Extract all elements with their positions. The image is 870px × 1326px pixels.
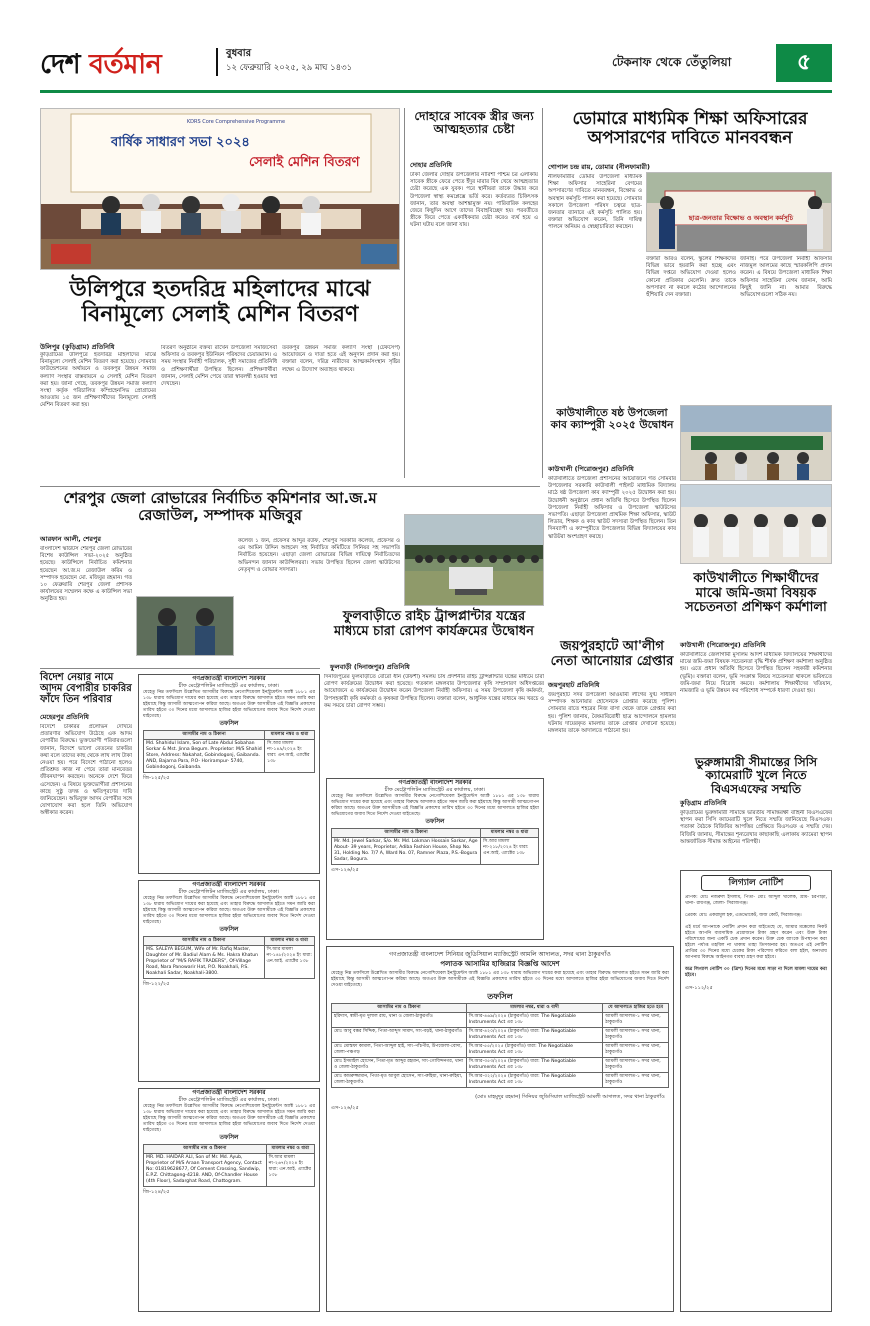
legal-notice-sender: প্রেরক: মোঃ একরামুল হক, এডভোকেট, জজ কোর্ট, সিরাজগঞ্জ। — [685, 913, 802, 918]
ad-body: যেহেতু নিম্ন তফসিলে উল্লেখিত আসামীর বিরুদ্ধে নেগোশিয়েবল ইনস্ট্রুমেন্টস অ্যাক্ট ১৮৮১ এর ১৩৮ ধারায় অভিযোগ দায়ের করা হয়েছে এবং তাহার বিরুদ্ধে আদালত হইতে সমন জারি করা হইয়াছে কিন্তু আসামী আত্মগোপন করিয়া আছে। অতএব উক্ত আসামীকে এই বিজ্ঞপ্তি প্রকাশের তারিখ হইতে ৩০ দিনের মধ্যে আদালতে হাজির হইয়া অভিযোগের জবাব দিতে নির্দেশ দেওয়া যাইতেছে। — [143, 896, 315, 925]
warrant-cell-accused: মোঃ মোস্তফা কামাল, পিতা-আব্দুল হাই, সাং-পাঁচপীর, উপজেলা-বোদা, জেলা-পঞ্চগড় — [332, 1043, 467, 1058]
page-number-badge: ৫ — [776, 44, 832, 82]
court-notice-ad-2 — [138, 880, 320, 1082]
sewing-ceremony-photo — [40, 108, 400, 270]
ad-code: জি-১২৪/২৫ — [143, 1189, 170, 1195]
warrant-col-court: যে আদালতে হাজির হতে হবে — [603, 1004, 669, 1013]
byline-rover: আরফান আলী, শেরপুর — [40, 535, 101, 543]
column-rule — [542, 108, 543, 478]
newspaper-logo[interactable] — [40, 44, 161, 89]
section-rule — [40, 486, 540, 487]
warrant-signature: (মোঃ মাহমুদুর রহমান) সিনিয়র জুডিসিয়াল ম্যাজিস্ট্রেট আমলী আদালত, সদর থানা ঠাকুরগাঁও — [475, 1094, 665, 1100]
warrant-cell-case: সি.আর-৪৬৯/২০২৪ (ঠাকুরগাঁও) ধারা: The Negotiable Instruments Act এর ১৩৮ — [466, 1013, 603, 1028]
ad-accused: Mr. Md. Jewel Sarkar, S/o. Mr. Md. Lokman Hossain Sarkar, Age About- 39 years, Proprietor, Adiba Fashion House, Shop No. 31, Holding No. 7/7 A, Ward No. 07, Ramner Plaza, P.S.-Bogura Sadar, Bogura. — [332, 838, 481, 865]
legal-notice-body: এই মর্মে আপনাকে নোটিশ প্রদান করা যাইতেছে যে, আমার মক্কেলের নিকট হইতে আপনি ব্যবসায়িক প্রয়োজনে টাকা গ্রহণ করেন এবং উক্ত টাকা পরিশোধের জন্য একটি চেক প্রদান করেন। উক্ত চেক ব্যাংকে উপস্থাপন করা হইলে পর্যাপ্ত তহবিল না থাকায় তাহা ডিসঅনার হয়। অতএব এই নোটিশ প্রাপ্তির ৩০ দিনের মধ্যে চেকের টাকা পরিশোধ করিতে বলা হইল, অন্যথায় আপনার বিরুদ্ধে আইনগত ব্যবস্থা গ্রহণ করা হইবে। — [685, 925, 827, 960]
warrant-cell-case: সি.আর-৩২২/২০২৪ (ঠাকুরগাঁও) ধারা: The Negotiable Instruments Act এর ১৩৮ — [466, 1073, 603, 1088]
byline-dohar: দোহার প্রতিনিধি — [410, 161, 452, 169]
section-rule — [40, 668, 320, 669]
byline-bsf: কুড়িগ্রাম প্রতিনিধি — [680, 799, 727, 807]
warrant-notice-ad — [326, 946, 674, 1312]
ad-case: সি.আর মামলা নং-১৪৯/২০২৪ ইং ধারা: এন.আই. এ্যাক্টের ১৩৮ — [265, 740, 315, 773]
headline-dohar[interactable]: দোহারে সাবেক স্ত্রীর জন্য আত্মহত্যার চেষ্টা — [414, 109, 534, 137]
story-sewing-col3: তবকপুর উন্নয়ন সমাজ কল্যাণ সংস্থা (টেকসেপ) আয়োজনে ও দাতা হতে এই অনুদান প্রদান করা হয়। বক্তারা বলেন, দরিদ্র নারীদের আত্মকর্মসংস্থান সৃষ্টির লক্ষ্যে এ উদ্যোগ অব্যাহত থাকবে। — [282, 345, 400, 373]
transplanter-photo — [404, 514, 544, 606]
legal-notice-title: লিগ্যাল নোটিশ — [701, 875, 811, 891]
banner-line-1: KDRS Core Comprehensive Programme — [186, 119, 286, 125]
warrant-col-case: মামলার নম্বর, ধারা ও বাদী — [466, 1004, 603, 1013]
ad-col-accused: আসামীর নাম ও ঠিকানা — [332, 829, 481, 838]
story-transplanter-body: দিনাজপুরের ফুলবাড়ীতে বোরো ধান (উফশী) সমলয় চাষ প্রদর্শনীর রাইচ ট্রান্সপ্লান্টার যন্ত্রের মাধ্যমে চারা রোপণ কার্যক্রমের উদ্বোধন করা হয়েছে। গতকাল মঙ্গলবার উপজেলার কৃষি সম্প্রসারণ অধিদপ্তরের আয়োজনে এ কার্যক্রমের উদ্বোধন করেন উপজেলা নির্বাহী অফিসার। এ সময় উপজেলা কৃষি কর্মকর্তা, উপসহকারী কৃষি কর্মকর্তা ও কৃষকরা উপস্থিত ছিলেন। বক্তারা বলেন, আধুনিক যন্ত্রের মাধ্যমে কম খরচে ও কম সময়ে চারা রোপণ সম্ভব। — [324, 674, 544, 709]
warrant-cell-accused: মোঃ ইসমাইল হোসেন, পিতা-মৃত আব্দুর রহমান, সাং-গোবিন্দনগর, থানা ও জেলা-ঠাকুরগাঁও — [332, 1058, 467, 1073]
ad-accused: MR. MD. HAIDAR ALI, Son of Mr. Md. Ayub, Proprietor of M/S Araan Transport Agency, Contact No: 01819628677, Of Cement Crossing, Sandwip, E.P.Z. Chittagong-4218. AND, Of-Chandler House (4th Floor), Sadarghat Road, Chattogram. — [144, 1154, 267, 1187]
headline-abroad[interactable]: বিদেশ নেয়ার নামে আদম বেপারীর চাকরির ফাঁদে তিন পরিবার — [40, 672, 132, 706]
ad-body: যেহেতু নিম্ন তফসিলে উল্লেখিত আসামীর বিরুদ্ধে নেগোশিয়েবল ইনস্ট্রুমেন্টস অ্যাক্ট ১৮৮১ এর ১৩৮ ধারায় অভিযোগ দায়ের করা হয়েছে এবং তাহার বিরুদ্ধে আদালত হইতে সমন জারি করা হইয়াছে কিন্তু আসামী আত্মগোপন করিয়া আছে। অতএব উক্ত আসামীকে এই বিজ্ঞপ্তি প্রকাশের তারিখ হইতে ৩০ দিনের মধ্যে আদালতে হাজির হইয়া অভিযোগের জবাব দিতে নির্দেশ দেওয়া যাইতেছে। — [143, 1104, 315, 1133]
ad-table-title: তফসিল — [219, 926, 239, 933]
ad-case: সি.আর মামলা নং-২১৮/২০২৪ ইং ধারা: এন.আই. এ্যাক্টের ১৩৮ — [481, 838, 539, 865]
table-row — [332, 1028, 669, 1043]
ad-col-case: মামলার নম্বর ও ধারা — [266, 1145, 314, 1154]
ad-table-title: তফসিল — [219, 1134, 239, 1141]
ad-table-title: তফসিল — [219, 720, 239, 727]
ad-gov-header: গণপ্রজাতন্ত্রী বাংলাদেশ সরকার — [398, 779, 472, 786]
ad-body: যেহেতু নিম্ন তফসিলে উল্লেখিত আসামীর বিরুদ্ধে নেগোশিয়েবল ইনস্ট্রুমেন্টস অ্যাক্ট ১৮৮১ এর ১৩৮ ধারায় অভিযোগ দায়ের করা হয়েছে এবং তাহার বিরুদ্ধে আদালত হইতে সমন জারি করা হইয়াছে কিন্তু আসামী আত্মগোপন করিয়া আছে। অতএব উক্ত আসামীকে এই বিজ্ঞপ্তি প্রকাশের তারিখ হইতে ৩০ দিনের মধ্যে আদালতে হাজির হইয়া অভিযোগের জবাব দিতে নির্দেশ দেওয়া যাইতেছে। — [143, 690, 315, 719]
headline-jaipurhat[interactable]: জয়পুরহাটে আ'লীগ নেতা আনোয়ার গ্রেপ্তার — [550, 639, 674, 669]
ad-col-accused: আসামীর নাম ও ঠিকানা — [144, 731, 265, 740]
warrant-court: গণপ্রজাতন্ত্রী বাংলাদেশ সিনিয়র জুডিসিয়াল ম্যাজিস্ট্রেট আমলি আদালত, সদর থানা ঠাকুরগাঁও — [389, 951, 611, 958]
ad-code: জি-১২৫/২৫ — [143, 775, 170, 781]
ad-court: চীফ মেট্রোপলিটন ম্যাজিস্ট্রেট এর কার্যালয়, ঢাকা। — [384, 787, 486, 793]
ad-court: চীফ মেট্রোপলিটন ম্যাজিস্ট্রেট এর কার্যালয়, ঢাকা। — [178, 1097, 280, 1103]
story-domar-col2: বক্তারা আরও বলেন, স্কুলের শিক্ষকদের বিভিন্ন ভাবে হয়রানি করা হচ্ছে এবং বিভিন্ন দপ্তরে অভিযোগ দেওয়া হলেও কোনো প্রতিকার মেলেনি। দ্রুত তাকে অপসারণ না করলে কঠোর আন্দোলনের হুঁশিয়ারি দেন বক্তারা। — [646, 256, 736, 299]
byline-domar: গোপাল চন্দ্র রায়, ডোমার (নীলফামারী) — [548, 163, 650, 171]
ad-col-accused: আসামীর নাম ও ঠিকানা — [144, 937, 265, 946]
warrant-cell-accused: মোঃ কামরুজ্জামান, পিতা-মৃত আবুল হোসেন, সাং-রুহিয়া, থানা-রুহিয়া, জেলা-ঠাকুরগাঁও — [332, 1073, 467, 1088]
legal-notice-recipient: প্রাপক: মোঃ নজরুল ইসলাম, পিতা- মোঃ আব্দুল খালেক, গ্রাম- চরপাড়া, থানা- রায়গঞ্জ, জেলা- সিরাজগঞ্জ। — [685, 895, 827, 906]
court-notice-ad-3 — [138, 1088, 320, 1312]
ad-case: সি.আর মামলা নং-১৪৮/২০২৪ ইং ধারা: এন.আই. এ্যাক্টের ১৩৮ — [264, 946, 314, 979]
ad-col-case: মামলার নম্বর ও ধারা — [264, 937, 314, 946]
masthead — [0, 0, 870, 98]
warrant-cell-case: সি.আর-৫৫/২০২৫ (ঠাকুরগাঁও) ধারা: The Negotiable Instruments Act এর ১৩৮ — [466, 1043, 603, 1058]
ad-table — [331, 828, 539, 865]
warrant-cell-case: সি.আর-৪২০/২০২৪ (ঠাকুরগাঁও) ধারা: The Negotiable Instruments Act এর ১৩৮ — [466, 1028, 603, 1043]
headline-scout[interactable]: কাউখালীতে ষষ্ঠ উপজেলা কাব ক্যাম্পুরী ২০২৫ উদ্বোধন — [550, 407, 674, 431]
ad-code: জি-১২২/২৫ — [143, 981, 170, 987]
story-abroad-body: বিদেশে চাকরির প্রলোভন দেখিয়ে প্রতারণার অভিযোগ উঠেছে এক আদম বেপারীর বিরুদ্ধে। ভুক্তভোগী পরিবারগুলো জানান, বিদেশে ভালো বেতনের চাকরির কথা বলে তাদের কাছ থেকে লাখ লাখ টাকা নেওয়া হয়। পরে বিদেশে পাঠানো হলেও প্রতিশ্রুত কাজ না পেয়ে তারা মানবেতর জীবনযাপন করছেন। অনেকে দেশে ফিরে এসেছেন। এ বিষয়ে ভুক্তভোগীরা প্রশাসনের কাছে সুষ্ঠু তদন্ত ও ক্ষতিপূরণের দাবি জানিয়েছেন। অভিযুক্ত আদম বেপারীর সঙ্গে যোগাযোগ করা হলে তিনি অভিযোগ অস্বীকার করেন। — [40, 724, 132, 817]
land-workshop-photo — [680, 484, 832, 564]
table-row — [332, 1058, 669, 1073]
legal-notice-ad — [680, 870, 832, 1312]
ad-col-accused: আসামীর নাম ও ঠিকানা — [144, 1145, 267, 1154]
banner-line-3: সেলাই মেশিন বিতরণ — [249, 155, 360, 170]
ad-accused: MS. SALEYA BEGUM, Wife of Mr. Rafiq Master, Daughter of Mr. Badiul Alam & Ms. Hakra Khatun Proprietor of "M/S RAFIK TRADERS", Of-Village Road, Nara Panowarir Hat, P.O. Noakhali, P.S. Noakhali Sadar, Noakhali-3800. — [144, 946, 265, 979]
ad-table — [143, 1144, 315, 1187]
ad-col-case: মামলার নম্বর ও ধারা — [481, 829, 539, 838]
byline-transplanter: ফুলবাড়ী (দিনাজপুর) প্রতিনিধি — [330, 663, 410, 671]
story-jaipurhat-body: জয়পুরহাট সদর উপজেলা আওয়ামী লীগের যুগ্ম সাধারণ সম্পাদক আনোয়ার হোসেনকে গ্রেপ্তার করেছে পুলিশ। সোমবার রাতে শহরের নিজ বাসা থেকে তাকে গ্রেপ্তার করা হয়। পুলিশ জানায়, বৈষম্যবিরোধী ছাত্র আন্দোলনে হামলার ঘটনায় দায়েরকৃত মামলায় তাকে গ্রেপ্তার দেখানো হয়েছে। মঙ্গলবার তাকে আদালতে পাঠানো হয়। — [548, 692, 676, 735]
warrant-cell-court: আমলী আদালত-১ সদর থানা, ঠাকুরগাঁও — [603, 1043, 669, 1058]
masthead-rule — [40, 90, 832, 93]
byline-land: কাউখালী (পিরোজপুর) প্রতিনিধি — [680, 641, 766, 649]
headline-land[interactable]: কাউখালীতে শিক্ষার্থীদের মাঝে জমি-জমা বিষয়ক সচেতনতা প্রশিক্ষণ কর্মশালা — [685, 571, 827, 616]
ad-gov-header: গণপ্রজাতন্ত্রী বাংলাদেশ সরকার — [192, 675, 266, 682]
story-dohar-body: ঢাকা জেলার দোহার উপজেলার নারিশা পশ্চিম চর এলাকায় সাবেক স্ত্রীকে ফেরে পেতে ইঁদুর মারার বিষ খেয়ে আত্মহত্যার চেষ্টা করেছে এক যুবক। পরে স্থানীয়রা তাকে উদ্ধার করে উপজেলা স্বাস্থ্য কমপ্লেক্সে ভর্তি করে। কর্তব্যরত চিকিৎসক জানান, তার অবস্থা আশঙ্কামুক্ত নয়। পারিবারিক কলহের জেরে কিছুদিন আগে তাদের বিবাহবিচ্ছেদ হয়। পরবর্তীতে স্ত্রীকে ফিরে পেতে একাধিকবার চেষ্টা করেও ব্যর্থ হয়ে এ ঘটনা ঘটায় বলে জানা যায়। — [410, 172, 538, 229]
story-scout-body: কাউখালীতে উপজেলা প্রশাসনের আয়োজনে গত সোমবার উপজেলার সরকারি কাউখালী পাইলট মাধ্যমিক বিদ্যালয় মাঠে ষষ্ঠ উপজেলা কাব ক্যাম্পুরী ২০২৫ উদ্বোধন করা হয়। উদ্বোধনী অনুষ্ঠানে প্রধান অতিথি হিসেবে উপস্থিত ছিলেন উপজেলা নির্বাহী অফিসার ও উপজেলা স্কাউটসের সভাপতি। এছাড়া উপজেলা প্রাথমিক শিক্ষা অফিসার, স্কাউট লিডার, শিক্ষক ও কাব স্কাউট সদস্যরা উপস্থিত ছিলেন। তিন দিনব্যাপী এ ক্যাম্পুরীতে উপজেলার বিভিন্ন বিদ্যালয়ের কাব স্কাউটরা অংশগ্রহণ করছে। — [548, 476, 676, 540]
warrant-body: যেহেতু নিম্ন তফসিলে উল্লেখিত আসামীর বিরুদ্ধে নেগোশিয়েবল ইনস্ট্রুমেন্টস অ্যাক্ট ১৮৮১ এর ১৩৮ ধারায় অভিযোগ দায়ের করা হয়েছে এবং তাহার বিরুদ্ধে আদালত হইতে সমন জারি করা হইয়াছে কিন্তু আসামী আত্মগোপন করিয়া আছে। অতএব উক্ত আসামীকে এই বিজ্ঞপ্তি প্রকাশের তারিখ হইতে ৩০ দিনের মধ্যে আদালতে হাজির হইয়া অভিযোগের জবাব দিতে নির্দেশ দেওয়া যাইতেছে। — [331, 971, 669, 988]
scout-image — [681, 406, 832, 481]
ad-court: চীফ মেট্রোপলিটন ম্যাজিস্ট্রেট এর কার্যালয়, ঢাকা। — [178, 683, 280, 689]
story-bsf-body: কুড়িগ্রামের ভুরুঙ্গামারী সীমান্তে ভারতীয় সীমান্তরক্ষী বাহিনী বিএসএফের স্থাপন করা সিসি ক্যামেরাটি খুলে নিতে সম্মতি জানিয়েছে বিএসএফ। পতাকা বৈঠকে বিজিবির আপত্তির প্রেক্ষিতে বিএসএফ এ সম্মতি দেয়। বিজিবি জানায়, সীমান্তের শূন্যরেখার কাছাকাছি এলাকায় ক্যামেরা স্থাপন আন্তর্জাতিক সীমান্ত আইনের পরিপন্থী। — [680, 810, 832, 845]
headline-sewing[interactable]: উলিপুরে হতদরিদ্র মহিলাদের মাঝে বিনামূল্যে সেলাই মেশিন বিতরণ — [69, 277, 371, 327]
ad-code: এস-১২৬/২৫ — [331, 1105, 359, 1111]
logo-part-2: বর্তমান — [89, 49, 162, 80]
byline-sewing: উলিপুর (কুড়িগ্রাম) প্রতিনিধি — [40, 343, 115, 351]
warrant-cell-court: আমলী আদালত-১ সদর থানা, ঠাকুরগাঁও — [603, 1028, 669, 1043]
story-domar-col1: নীলফামারীর ডোমার উপজেলা মাধ্যমিক শিক্ষা অফিসার সাহেরিনা বেগমের অপসারণের দাবিতে মানববন্ধন, বিক্ষোভ ও অবস্থান কর্মসূচি পালন করা হয়েছে। সোমবার সকালে উপজেলা পরিষদ চত্বরে ছাত্র-জনতার ব্যানারে এই কর্মসূচি পালিত হয়। বক্তারা অভিযোগ করেন, তিনি দায়িত্ব পালনে অনিয়ম ও স্বেচ্ছাচারিতা করছেন। — [548, 174, 642, 231]
rover-photo — [136, 596, 234, 656]
warrant-table-title: তফসিল — [487, 992, 513, 1001]
ad-code: এস-১১২/২৫ — [685, 985, 713, 991]
column-rule — [404, 108, 405, 478]
ad-court: চীফ মেট্রোপলিটন ম্যাজিস্ট্রেট এর কার্যালয়, ঢাকা। — [178, 889, 280, 895]
ad-body: যেহেতু নিম্ন তফসিলে উল্লেখিত আসামীর বিরুদ্ধে নেগোশিয়েবল ইনস্ট্রুমেন্টস অ্যাক্ট ১৮৮১ এর ১৩৮ ধারায় অভিযোগ দায়ের করা হয়েছে এবং তাহার বিরুদ্ধে আদালত হইতে সমন জারি করা হইয়াছে কিন্তু আসামী আত্মগোপন করিয়া আছে। অতএব উক্ত আসামীকে এই বিজ্ঞপ্তি প্রকাশের তারিখ হইতে ৩০ দিনের মধ্যে আদালতে হাজির হইয়া অভিযোগের জবাব দিতে নির্দেশ দেওয়া যাইতেছে। — [331, 794, 539, 817]
section-title: টেকনাফ থেকে তেঁতুলিয়া — [612, 55, 732, 69]
story-rover-col1: বাংলাদেশ স্কাউটস শেরপুর জেলা রোভারের বিশেষ কাউন্সিল সভা-২০২৫ অনুষ্ঠিত হয়েছে। কাউন্সিলে নির্বাচিত কমিশনার হয়েছেন আ.জ.ম রেজাউল করিম ও সম্পাদক হয়েছেন মো. মজিবুর রহমান। গত ১০ ফেব্রুয়ারি শেরপুর জেলা প্রশাসক কার্যালয়ের সম্মেলন কক্ষে এ কাউন্সিল সভা অনুষ্ঠিত হয়। — [40, 546, 132, 603]
ad-gov-header: গণপ্রজাতন্ত্রী বাংলাদেশ সরকার — [192, 881, 266, 888]
domar-protest-photo — [646, 172, 832, 252]
warrant-cell-court: আমলী আদালত-১ সদর থানা, ঠাকুরগাঁও — [603, 1058, 669, 1073]
warrant-cell-court: আমলী আদালত-১ সদর থানা, ঠাকুরগাঁও — [603, 1013, 669, 1028]
warrant-cell-accused: মোঃ আবু বক্কর সিদ্দিক, পিতা-আব্দুস সামাদ, সাং-বড়ই, থানা-ঠাকুরগাঁও — [332, 1028, 467, 1043]
byline-scout: কাউখালী (পিরোজপুর) প্রতিনিধি — [548, 465, 634, 473]
ad-accused: Md. Shahidul Islam, Son of Late Abdul Sobahan Sorkar & Mst. Jinna Begum. Proprietor: M/S Shahid Store, Address: Nakahat, Gobindogonj, Gaibanda. AND, Bajarna Para, P.O- Horirampur- 5740, Gobindogonj, Gaibanda. — [144, 740, 265, 773]
byline-jaipurhat: জয়পুরহাট প্রতিনিধি — [548, 681, 600, 689]
court-notice-ad-4 — [326, 778, 544, 940]
ad-col-case: মামলার নম্বর ও ধারা — [265, 731, 315, 740]
headline-transplanter[interactable]: ফুলবাড়ীতে রাইচ ট্রান্সপ্লান্টার যন্ত্রের মাধ্যমে চারা রোপণ কার্যক্রমের উদ্বোধন — [334, 609, 534, 639]
headline-rover[interactable]: শেরপুর জেলা রোভারের নির্বাচিত কমিশনার আ.জ.ম রেজাউল, সম্পাদক মজিবুর — [63, 489, 377, 524]
warrant-col-accused: আসামির নাম ও ঠিকানা — [332, 1004, 467, 1013]
warrant-cell-accused: হরিদাস, স্বামী-মৃত দুলাল রায়, থানা ও জেলা-ঠাকুরগাঁও — [332, 1013, 467, 1028]
court-notice-ad-1 — [138, 674, 320, 874]
story-sewing-col2: বিতরণ অনুষ্ঠানে বক্তব্য রাখেন উপজেলা সমাজসেবা অফিসার ও তবকপুর ইউনিয়ন পরিষদের চেয়ারম্যান। এ সময় সংস্থার নির্বাহী পরিচালক, সুধী সমাজের প্রতিনিধি ও প্রশিক্ষণার্থীরা উপস্থিত ছিলেন। প্রশিক্ষণার্থীরা জানান, সেলাই মেশিন পেয়ে তারা স্বাবলম্বী হওয়ার স্বপ্ন দেখছেন। — [161, 345, 277, 388]
story-sewing-col1: কুড়িগ্রামের উলিপুরে হতদরিদ্র মহিলাদের মাঝে বিনামূল্যে সেলাই মেশিন বিতরণ করা হয়েছে। সোমবার ফাউন্ডেশনের অর্থায়নে ও তবকপুর উন্নয়ন সমাজ কল্যাণ সংস্থার বাস্তবায়নে এ সেলাই মেশিন বিতরণ করা হয়। জানা গেছে, তবকপুর উন্নয়ন সমাজ কল্যাণ সংস্থা কর্তৃক পরিচালিত কম্প্রিহেনসিভ প্রোগ্রামের আওতায় ১৫ জন প্রশিক্ষণার্থীদের বিনামূল্যে সেলাই মেশিন বিতরণ করা হয়। — [40, 352, 156, 409]
table-row — [332, 1043, 669, 1058]
story-domar-col3: জানাই। পরে উপজেলা নির্বাহী অফিসার নাজমুল আলমের কাছে স্মারকলিপি প্রদান করেন। এ বিষয়ে উপজেলা মাধ্যমিক শিক্ষা অফিসার সাহেরিনা বেগম জানান, আমি কিছুই জানি না। আমার বিরুদ্ধে অভিযোগগুলো সঠিক নয়। — [740, 256, 832, 299]
scout-photo — [680, 405, 832, 481]
ad-code: এস-১২৬/২৫ — [331, 867, 359, 873]
warrant-title: পলাতক আসামির হাজিরার বিজ্ঞপ্তি আদেশ — [440, 960, 560, 968]
ad-table-title: তফসিল — [425, 818, 445, 825]
ad-table — [143, 730, 315, 773]
domar-photo-banner: ছাত্র-জনতার বিক্ষোভ ও অবস্থান কর্মসূচি — [688, 214, 794, 222]
logo-part-1: দেশ — [40, 49, 81, 80]
headline-bsf[interactable]: ভুরুঙ্গামারী সীমান্তের সিসি ক্যামেরাটি খুলে নিতে বিএসএফের সম্মতি — [694, 755, 818, 796]
ad-case: সি.আর মামলা নং-২৬৭/২০২৪ ইং ধারা: এন.আই. এ্যাক্টের ১৩৮ — [266, 1154, 314, 1187]
ad-table — [143, 936, 315, 979]
issue-day: বুধবার — [226, 48, 252, 59]
masthead-divider — [216, 48, 218, 76]
story-rover-col2: কলেজ ১ জন, প্রফেসর আব্দুর রউফ, শেরপুর সরকারি কলেজ, প্রফেসর ও এম আমিন উদ্দিন আহমেদ সহ নির্বাচিত কমিটিতে সিনিয়র সহ সভাপতি নির্বাচিত হয়েছেন। এছাড়া জেলা রোভারের বিভিন্ন দায়িত্বে নির্বাচিতদের অভিনন্দন জানান কাউন্সিলররা। সভায় উপস্থিত ছিলেন জেলা স্কাউটসের নেতৃবৃন্দ ও রোভার সদস্যরা। — [238, 538, 400, 573]
headline-domar[interactable]: ডোমারে মাধ্যমিক শিক্ষা অফিসারের অপসারণের দাবিতে মানববন্ধন — [572, 109, 808, 149]
warrant-cell-court: আমলী আদালত-১ সদর থানা, ঠাকুরগাঁও — [603, 1073, 669, 1088]
byline-abroad: মেহেরপুর প্রতিনিধি — [40, 713, 89, 721]
warrant-table — [331, 1003, 669, 1088]
ad-gov-header: গণপ্রজাতন্ত্রী বাংলাদেশ সরকার — [192, 1089, 266, 1096]
legal-notice-footer: অত্র লিগ্যাল নোটিশ ৩০ (ত্রিশ) দিনের মধ্যে সাড়া না দিলে মামলা দায়ের করা হইবে। — [685, 967, 827, 978]
table-row — [332, 1013, 669, 1028]
issue-date: ১২ ফেব্রুয়ারি ২০২৫, ২৯ মাঘ ১৪৩১ — [226, 63, 353, 73]
transplanter-image — [405, 515, 544, 606]
land-workshop-image — [681, 485, 832, 564]
banner-line-2: বার্ষিক সাধারণ সভা ২০২৪ — [111, 135, 250, 150]
rover-image — [137, 597, 234, 656]
story-land-body: কাউখালীতে জেলাগামী মুসলিম আদর্শ মাধ্যমিক বিদ্যালয়ের শিক্ষার্থীদের মাঝে জমি-জমা বিষয়ক সচেতনতা বৃদ্ধি শীর্ষক প্রশিক্ষণ কর্মশালা অনুষ্ঠিত হয়। এতে প্রধান অতিথি হিসেবে উপস্থিত ছিলেন সহকারী কমিশনার (ভূমি)। বক্তারা বলেন, ভূমি সংক্রান্ত বিষয়ে সচেতনতা থাকলে ভবিষ্যতে জমি-জমা নিয়ে বিরোধ কমবে। কর্মশালায় শিক্ষার্থীদের খতিয়ান, নামজারি ও ভূমি উন্নয়ন কর পরিশোধ সম্পর্কে ধারণা দেওয়া হয়। — [680, 652, 832, 695]
table-row — [332, 1073, 669, 1088]
warrant-cell-case: সি.আর-৩৫৩/২০২৪ (ঠাকুরগাঁও) ধারা: The Negotiable Instruments Act এর ১৩৮ — [466, 1058, 603, 1073]
